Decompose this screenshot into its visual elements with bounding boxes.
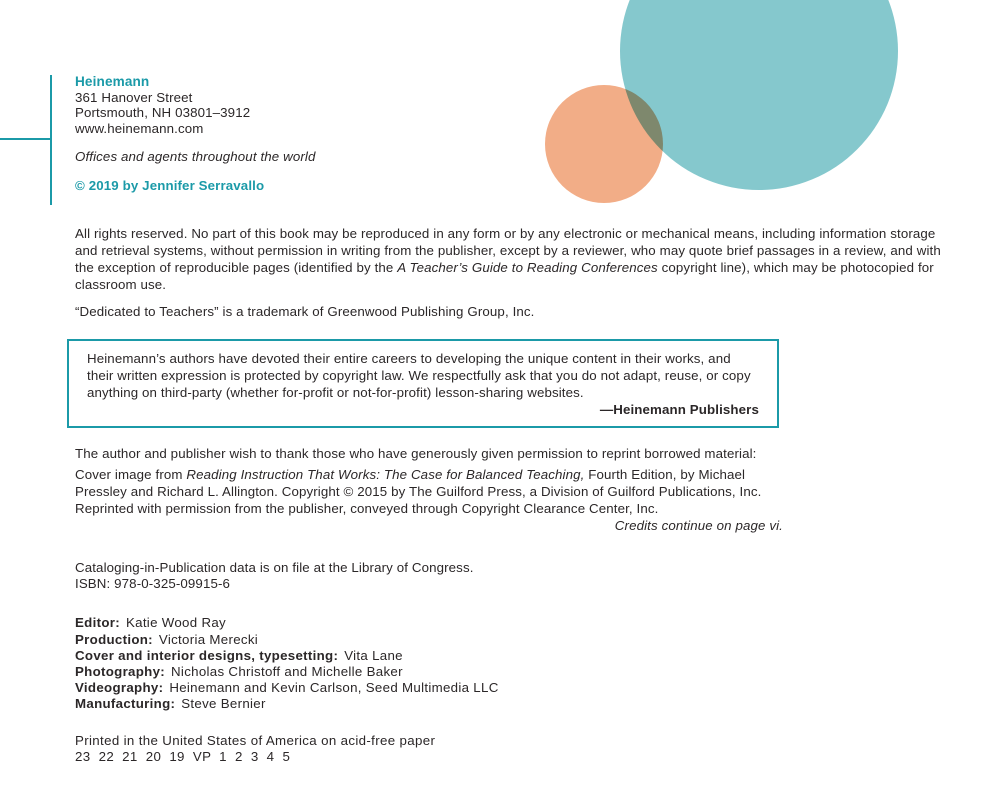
credit-label: Photography: xyxy=(75,663,166,679)
publisher-address-line-2: Portsmouth, NH 03801–3912 xyxy=(75,105,251,121)
publisher-block xyxy=(75,73,955,194)
credit-value: Victoria Merecki xyxy=(158,631,259,647)
offices-note: Offices and agents throughout the world xyxy=(75,149,316,165)
decor-vertical-rule xyxy=(50,75,52,205)
credit-row-videography xyxy=(75,680,955,696)
isbn-line: ISBN: 978-0-325-09915-6 xyxy=(75,575,231,591)
credit-row-manufacturing xyxy=(75,696,955,712)
permissions-intro: The author and publisher wish to thank those who have generously given permission to reprint borrowed material: xyxy=(75,446,757,462)
cover-credit-book-title: Reading Instruction That Works: The Case for Balanced Teaching, xyxy=(186,467,585,483)
credit-row-production xyxy=(75,632,955,648)
cataloging-block xyxy=(75,560,955,591)
printed-in-line: Printed in the United States of America on acid-free paper xyxy=(75,732,436,748)
cover-credit-paragraph xyxy=(75,466,781,517)
credit-value: Steve Bernier xyxy=(181,695,266,711)
staff-credits-list xyxy=(75,615,955,712)
publisher-website: www.heinemann.com xyxy=(75,120,204,136)
credit-value: Heinemann and Kevin Carlson, Seed Multimedia LLC xyxy=(169,679,499,695)
publisher-notice-text: Heinemann’s authors have devoted their entire careers to developing the unique content in their works, and their written expression is protected by copyright law. We respectfully ask that you do not adapt, reuse, or copy anything on third-party (whether for-profit or not-for-profit) lesson-sharing websites. xyxy=(87,351,751,401)
rights-text-post: copyright line), which may be photocopied for classroom use. xyxy=(75,260,934,293)
credit-row-design xyxy=(75,648,955,664)
cover-credit-post: Fourth Edition, by Michael Pressley and Richard L. Allington. Copyright © 2015 by The Guilford Press, a Division of Guilford Publications, Inc. Reprinted with permission from the publisher, conveyed through Copyright Clearance Center, Inc. xyxy=(75,467,762,517)
cataloging-line: Cataloging-in-Publication data is on file at the Library of Congress. xyxy=(75,560,474,576)
credit-label: Manufacturing: xyxy=(75,695,176,711)
rights-text-pre: All rights reserved. No part of this book may be reproduced in any form or by any electronic or mechanical means, including information storage and retrieval systems, without permission in writing from the publisher, except by a reviewer, who may quote brief passages in a review, and with the exception of reproducible pages (identified by the xyxy=(75,226,941,276)
trademark-line: “Dedicated to Teachers” is a trademark of Greenwood Publishing Group, Inc. xyxy=(75,304,535,320)
copyright-line: © 2019 by Jennifer Serravallo xyxy=(75,178,265,194)
credit-value: Katie Wood Ray xyxy=(125,615,226,631)
publisher-notice-attribution: —Heinemann Publishers xyxy=(599,402,759,418)
printing-run-numbers: 23 22 21 20 19 VP 1 2 3 4 5 xyxy=(75,748,291,764)
rights-book-title: A Teacher’s Guide to Reading Conferences xyxy=(397,260,658,276)
rights-paragraph xyxy=(75,225,953,293)
credit-label: Cover and interior designs, typesetting: xyxy=(75,647,339,663)
publisher-address-line-1: 361 Hanover Street xyxy=(75,90,193,105)
publisher-name: Heinemann xyxy=(75,74,150,89)
credits-continue-note: Credits continue on page vi. xyxy=(614,518,783,534)
credit-row-photography xyxy=(75,664,955,680)
page-content xyxy=(75,0,955,765)
credit-label: Videography: xyxy=(75,679,164,695)
cover-credit-pre: Cover image from xyxy=(75,467,187,483)
decor-horizontal-rule xyxy=(0,138,52,140)
credit-label: Production: xyxy=(75,631,153,647)
credit-row-editor xyxy=(75,615,955,631)
credit-value: Nicholas Christoff and Michelle Baker xyxy=(171,663,403,679)
credit-label: Editor: xyxy=(75,615,120,631)
publisher-notice-box xyxy=(67,339,779,428)
credit-value: Vita Lane xyxy=(344,647,403,663)
